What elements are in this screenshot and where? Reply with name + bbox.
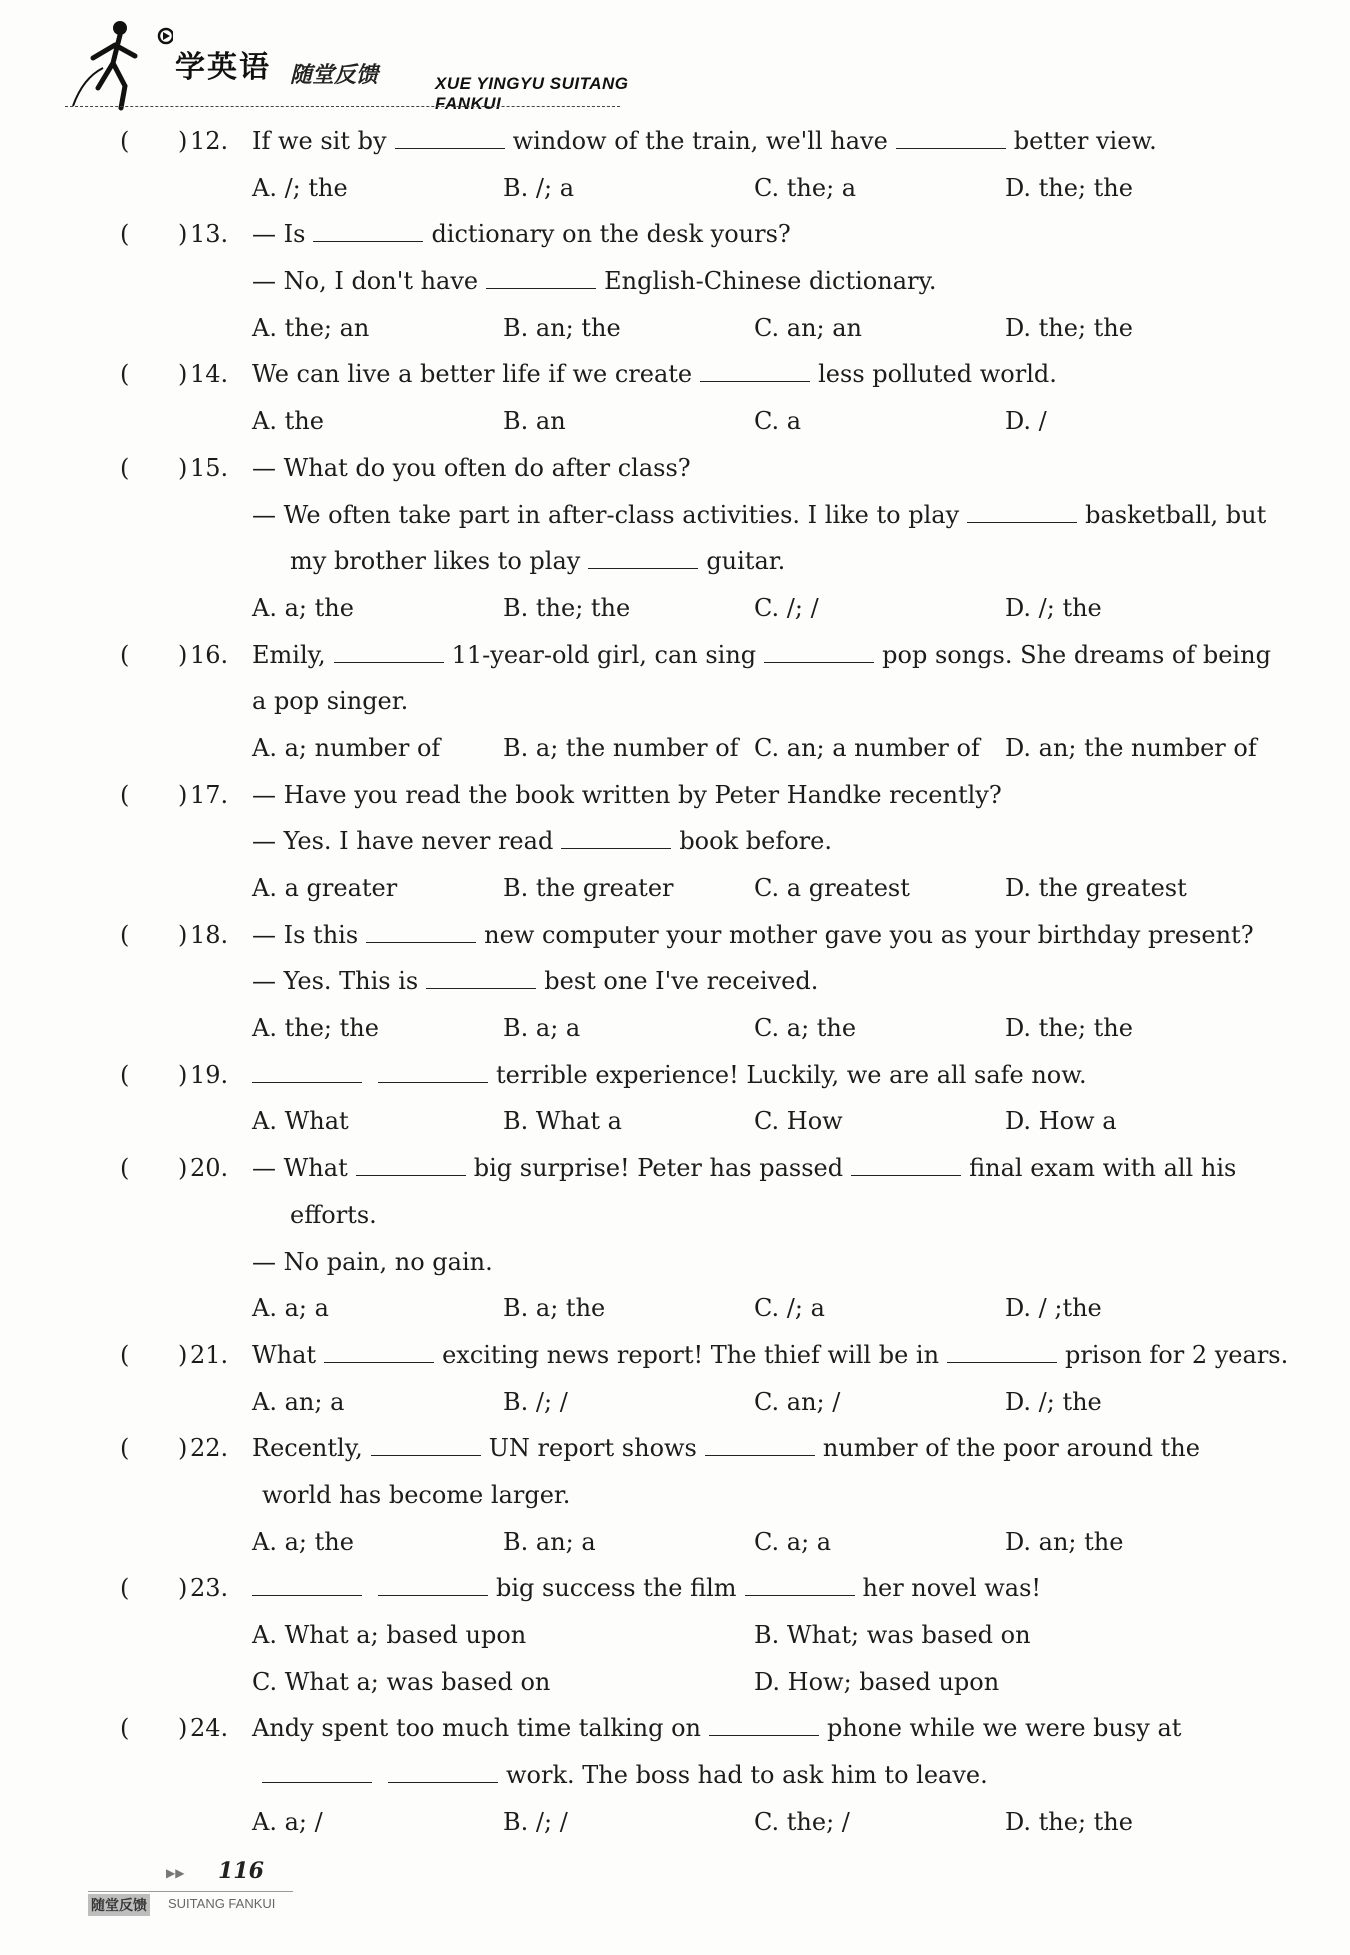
answer-option[interactable]: D. the; the	[1005, 173, 1133, 202]
answer-blank[interactable]	[313, 217, 423, 242]
answer-option[interactable]: B. What; was based on	[754, 1621, 1031, 1649]
answer-option[interactable]: C. a greatest	[754, 874, 910, 902]
question-number: 18.	[190, 920, 229, 949]
question-line	[0, 118, 1350, 165]
answer-paren[interactable]: (	[120, 220, 130, 249]
question-stem	[252, 958, 818, 1005]
stem-text: English-Chinese dictionary.	[604, 267, 937, 296]
answer-blank[interactable]	[324, 1338, 434, 1363]
stem-text: UN report shows	[488, 1434, 697, 1463]
answer-blank[interactable]	[745, 1571, 855, 1596]
stem-text: Emily,	[252, 640, 326, 669]
answer-blank[interactable]	[378, 1571, 488, 1596]
answer-blank[interactable]	[366, 918, 476, 943]
page-footer	[88, 1858, 298, 1928]
header-rule	[65, 106, 620, 107]
answer-option[interactable]: A. What a; based upon	[252, 1621, 527, 1649]
answer-option[interactable]: A. the; an	[252, 313, 370, 342]
question-stem	[252, 445, 691, 492]
options-row	[0, 1285, 1350, 1332]
stem-text: number of the poor around the	[822, 1434, 1200, 1463]
question-line	[0, 818, 1350, 865]
question-number: 21.	[190, 1340, 229, 1369]
answer-option[interactable]: D. How a	[1005, 1107, 1117, 1136]
stem-text: We can live a better life if we create	[252, 360, 693, 389]
options-row	[0, 1799, 1350, 1846]
answer-option[interactable]: A. a greater	[252, 874, 398, 902]
answer-blank[interactable]	[588, 544, 698, 569]
stem-text: If we sit by	[252, 127, 387, 155]
stem-text: final exam with all his	[969, 1154, 1237, 1183]
question-number: 22.	[190, 1434, 229, 1463]
question-line	[0, 1472, 1350, 1519]
answer-option[interactable]: C. the; /	[754, 1807, 850, 1836]
answer-paren-close: )	[178, 360, 188, 389]
answer-blank[interactable]	[262, 1758, 372, 1783]
answer-blank[interactable]	[371, 1431, 481, 1456]
answer-blank[interactable]	[334, 638, 444, 663]
question-number: 24.	[190, 1714, 229, 1743]
stem-text: a pop singer.	[252, 687, 409, 716]
stem-text: phone while we were busy at	[826, 1714, 1182, 1743]
question-line	[0, 538, 1350, 585]
question-line	[0, 1052, 1350, 1099]
question-line	[0, 351, 1350, 398]
answer-option[interactable]: C. an; an	[754, 313, 863, 342]
stem-text: big surprise! Peter has passed	[473, 1154, 844, 1183]
stem-text: What	[252, 1340, 317, 1369]
question-number: 12.	[190, 127, 229, 155]
question-line	[0, 1332, 1350, 1379]
answer-paren-close: )	[178, 1060, 188, 1089]
answer-blank[interactable]	[252, 1058, 362, 1083]
options-row	[0, 865, 1350, 912]
answer-blank[interactable]	[851, 1151, 961, 1176]
stem-text: dictionary on the desk yours?	[431, 220, 791, 249]
stem-text: book before.	[679, 827, 832, 856]
answer-option[interactable]: C. /; a	[754, 1294, 825, 1323]
question-stem	[252, 632, 1271, 679]
answer-option[interactable]: C. What a; was based on	[252, 1667, 551, 1696]
answer-option[interactable]: C. the; a	[754, 173, 857, 202]
question-line	[0, 445, 1350, 492]
answer-option[interactable]: A. the	[252, 407, 324, 436]
question-line	[0, 1565, 1350, 1612]
question-stem	[252, 1145, 1236, 1192]
page-header	[55, 14, 675, 114]
question-line	[0, 632, 1350, 679]
stem-text: new computer your mother gave you as your birthday present?	[484, 920, 1254, 949]
answer-option[interactable]: C. How	[754, 1107, 843, 1136]
answer-paren-close: )	[178, 220, 188, 249]
question-stem	[252, 211, 791, 258]
answer-option[interactable]: B. What a	[503, 1107, 622, 1136]
answer-option[interactable]: D. an; the	[1005, 1527, 1124, 1556]
question-number: 23.	[190, 1574, 229, 1603]
runner-logo-icon	[63, 18, 173, 113]
answer-option[interactable]: D. /; the	[1005, 1387, 1102, 1416]
answer-paren[interactable]: (	[120, 640, 130, 669]
question-stem	[252, 912, 1254, 959]
options-row	[0, 1612, 1350, 1659]
answer-option[interactable]: A. an; a	[252, 1387, 345, 1416]
question-stem	[252, 1425, 1200, 1472]
header-pinyin: XUE YINGYU SUITANG FANKUI	[435, 74, 629, 113]
stem-text: basketball, but	[1085, 500, 1267, 529]
answer-blank[interactable]	[561, 824, 671, 849]
stem-text: my brother likes to play	[290, 547, 581, 576]
arrow-icon: ▶▶	[166, 1866, 185, 1880]
question-number: 15.	[190, 453, 229, 482]
stem-text: prison for 2 years.	[1065, 1340, 1289, 1369]
answer-option[interactable]: B. a; the	[503, 1294, 606, 1323]
question-line	[0, 678, 1350, 725]
answer-blank[interactable]	[356, 1151, 466, 1176]
answer-blank[interactable]	[700, 357, 810, 382]
answer-blank[interactable]	[896, 124, 1006, 149]
answer-paren[interactable]: (	[120, 920, 130, 949]
stem-text: her novel was!	[862, 1574, 1042, 1603]
answer-option[interactable]: D. /; the	[1005, 593, 1102, 622]
stem-text: less polluted world.	[818, 360, 1057, 389]
footer-rule	[88, 1891, 293, 1892]
question-line	[0, 912, 1350, 959]
stem-text: — Yes. I have never read	[252, 827, 554, 856]
answer-option[interactable]: C. /; /	[754, 593, 819, 622]
answer-blank[interactable]	[486, 264, 596, 289]
question-stem	[290, 538, 785, 585]
header-subtitle-cn: 随堂反馈	[290, 63, 379, 88]
footer-tag-pinyin: SUITANG FANKUI	[168, 1896, 276, 1911]
stem-text: 11-year-old girl, can sing	[451, 640, 757, 669]
question-stem	[252, 772, 1002, 819]
answer-option[interactable]: B. the; the	[503, 593, 631, 622]
stem-text: pop songs. She dreams of being	[882, 640, 1271, 669]
answer-option[interactable]: A. a; a	[252, 1294, 329, 1323]
question-line	[0, 1425, 1350, 1472]
stem-text: — What	[252, 1154, 348, 1183]
answer-paren-close: )	[178, 780, 188, 809]
answer-blank[interactable]	[709, 1711, 819, 1736]
question-stem	[252, 1565, 1041, 1612]
question-stem	[252, 1705, 1181, 1752]
answer-paren[interactable]: (	[120, 1574, 130, 1603]
question-stem	[252, 351, 1057, 398]
question-stem	[252, 492, 1266, 539]
question-number: 13.	[190, 220, 229, 249]
options-row	[0, 398, 1350, 445]
answer-option[interactable]: D. / ;the	[1005, 1294, 1102, 1323]
stem-text: — We often take part in after-class activities. I like to play	[252, 500, 960, 529]
answer-paren[interactable]: (	[120, 1434, 130, 1463]
answer-paren[interactable]: (	[120, 127, 130, 155]
stem-text: — Is this	[252, 920, 359, 949]
answer-option[interactable]: C. an; a number of	[754, 733, 980, 762]
question-line	[0, 1752, 1350, 1799]
stem-text: Recently,	[252, 1434, 363, 1463]
stem-text: efforts.	[290, 1200, 377, 1229]
options-row	[0, 1659, 1350, 1706]
page-number: 116	[218, 1858, 264, 1884]
question-line	[0, 772, 1350, 819]
stem-text: best one I've received.	[544, 967, 819, 996]
answer-blank[interactable]	[252, 1571, 362, 1596]
question-line	[0, 1192, 1350, 1239]
stem-text: exciting news report! The thief will be in	[442, 1340, 940, 1369]
question-stem	[252, 1239, 493, 1286]
stem-text: terrible experience! Luckily, we are all safe now.	[496, 1060, 1087, 1089]
answer-option[interactable]: A. /; the	[252, 173, 348, 202]
question-number: 20.	[190, 1154, 229, 1183]
answer-option[interactable]: B. the greater	[503, 874, 674, 902]
options-row	[0, 305, 1350, 352]
options-row	[0, 1098, 1350, 1145]
question-stem	[262, 1752, 988, 1799]
options-row	[0, 725, 1350, 772]
answer-option[interactable]: A. a; the	[252, 593, 354, 622]
question-number: 14.	[190, 360, 229, 389]
stem-text: big success the film	[496, 1574, 737, 1603]
answer-option[interactable]: C. a; a	[754, 1527, 832, 1556]
answer-blank[interactable]	[967, 498, 1077, 523]
answer-blank[interactable]	[378, 1058, 488, 1083]
answer-paren-close: )	[178, 1434, 188, 1463]
answer-paren-close: )	[178, 127, 188, 155]
question-stem	[252, 258, 937, 305]
answer-option[interactable]: C. a	[754, 407, 802, 436]
answer-paren[interactable]: (	[120, 1340, 130, 1369]
question-list	[0, 118, 1350, 1845]
options-row	[0, 1379, 1350, 1426]
answer-paren[interactable]: (	[120, 1714, 130, 1743]
options-row	[0, 165, 1350, 212]
answer-paren-close: )	[178, 640, 188, 669]
question-line	[0, 1705, 1350, 1752]
answer-paren-close: )	[178, 1574, 188, 1603]
answer-option[interactable]: A. the; the	[252, 1014, 379, 1043]
answer-blank[interactable]	[395, 124, 505, 149]
question-stem	[252, 1052, 1087, 1099]
answer-option[interactable]: B. a; a	[503, 1014, 581, 1043]
answer-paren-close: )	[178, 1714, 188, 1743]
question-line	[0, 958, 1350, 1005]
answer-option[interactable]: B. /; /	[503, 1807, 568, 1836]
answer-option[interactable]: A. a; the	[252, 1527, 354, 1556]
stem-text: guitar.	[706, 547, 786, 576]
answer-paren[interactable]: (	[120, 360, 130, 389]
answer-paren[interactable]: (	[120, 453, 130, 482]
question-stem	[290, 1192, 377, 1239]
stem-text: Andy spent too much time talking on	[252, 1714, 701, 1743]
stem-text: — Yes. This is	[252, 967, 419, 996]
footer-tag-cn: 随堂反馈	[88, 1894, 150, 1916]
question-stem	[252, 1332, 1288, 1379]
stem-text: better view.	[1013, 127, 1157, 155]
answer-paren-close: )	[178, 920, 188, 949]
answer-blank[interactable]	[705, 1431, 815, 1456]
stem-text: — What do you often do after class?	[252, 453, 691, 482]
question-line	[0, 211, 1350, 258]
answer-option[interactable]: A. a; /	[252, 1807, 323, 1836]
stem-text: — No, I don't have	[252, 267, 479, 296]
answer-option[interactable]: C. an; /	[754, 1387, 841, 1416]
stem-text: — Have you read the book written by Peter Handke recently?	[252, 780, 1002, 809]
answer-blank[interactable]	[947, 1338, 1057, 1363]
answer-option[interactable]: D. the; the	[1005, 1014, 1133, 1043]
answer-option[interactable]: B. /; /	[503, 1387, 568, 1416]
question-stem	[252, 818, 832, 865]
answer-paren[interactable]: (	[120, 1154, 130, 1183]
answer-blank[interactable]	[426, 964, 536, 989]
answer-option[interactable]: D. the; the	[1005, 313, 1133, 342]
answer-paren-close: )	[178, 453, 188, 482]
answer-option[interactable]: B. an	[503, 407, 566, 436]
question-number: 17.	[190, 780, 229, 809]
stem-text: world has become larger.	[262, 1480, 571, 1509]
answer-option[interactable]: A. What	[252, 1107, 349, 1136]
answer-option[interactable]: D. the; the	[1005, 1807, 1133, 1836]
answer-option[interactable]: D. the greatest	[1005, 874, 1187, 902]
question-stem	[262, 1472, 570, 1519]
options-row	[0, 585, 1350, 632]
answer-option[interactable]: A. a; number of	[252, 733, 441, 762]
answer-option[interactable]: B. a; the number of	[503, 733, 739, 762]
options-row	[0, 1519, 1350, 1566]
question-line	[0, 1239, 1350, 1286]
answer-option[interactable]: D. How; based upon	[754, 1667, 1000, 1696]
question-line	[0, 258, 1350, 305]
answer-option[interactable]: C. a; the	[754, 1014, 857, 1043]
answer-option[interactable]: D. an; the number of	[1005, 733, 1257, 762]
answer-paren[interactable]: (	[120, 1060, 130, 1089]
stem-text: — No pain, no gain.	[252, 1247, 493, 1276]
answer-paren[interactable]: (	[120, 780, 130, 809]
question-stem	[252, 118, 1157, 165]
answer-option[interactable]: D. /	[1005, 407, 1047, 436]
stem-text: work. The boss had to ask him to leave.	[506, 1761, 988, 1790]
question-number: 19.	[190, 1060, 229, 1089]
question-line	[0, 492, 1350, 539]
stem-text: window of the train, we'll have	[512, 127, 888, 155]
answer-blank[interactable]	[764, 638, 874, 663]
answer-paren-close: )	[178, 1340, 188, 1369]
question-line	[0, 1145, 1350, 1192]
answer-paren-close: )	[178, 1154, 188, 1183]
stem-text: — Is	[252, 220, 306, 249]
answer-option[interactable]: B. an; a	[503, 1527, 596, 1556]
answer-blank[interactable]	[388, 1758, 498, 1783]
answer-option[interactable]: B. an; the	[503, 313, 621, 342]
options-row	[0, 1005, 1350, 1052]
question-number: 16.	[190, 640, 229, 669]
question-stem	[252, 678, 408, 725]
header-title-cn: 学英语	[175, 50, 271, 85]
answer-option[interactable]: B. /; a	[503, 173, 575, 202]
